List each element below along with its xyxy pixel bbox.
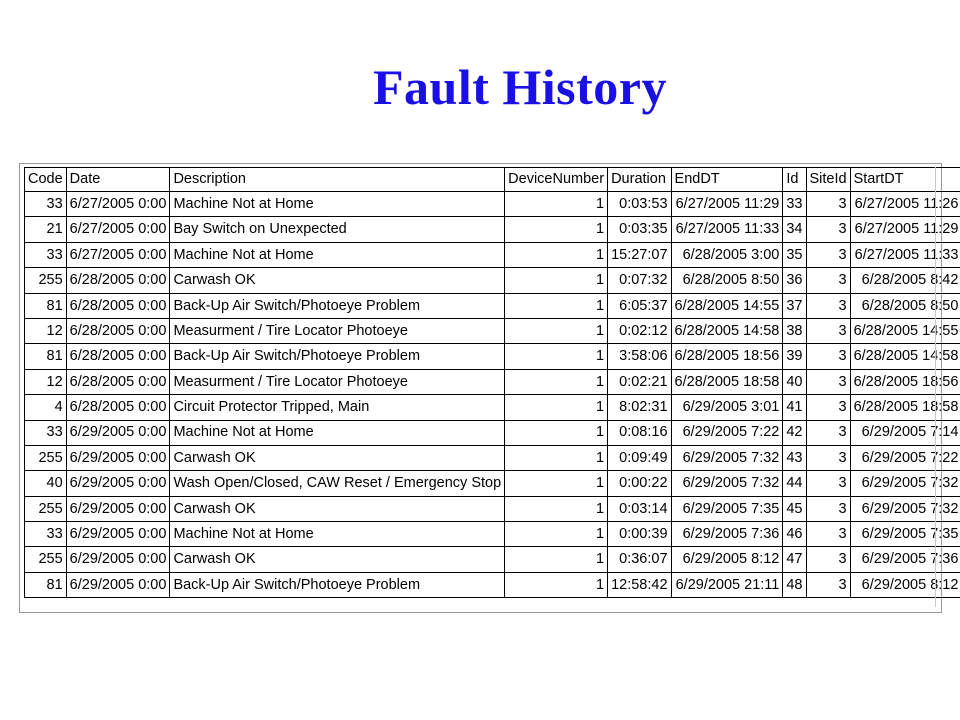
cell-id: 40: [783, 369, 806, 394]
cell-description: Machine Not at Home: [170, 420, 505, 445]
cell-device-number: 1: [505, 192, 608, 217]
cell-start-dt: 6/29/2005 7:32: [850, 471, 960, 496]
cell-device-number: 1: [505, 572, 608, 597]
cell-device-number: 1: [505, 471, 608, 496]
cell-site-id: 3: [806, 268, 850, 293]
cell-code: 33: [25, 420, 67, 445]
cell-code: 81: [25, 572, 67, 597]
cell-duration: 0:00:22: [608, 471, 671, 496]
fault-history-table: [24, 167, 960, 598]
cell-date: 6/27/2005 0:00: [66, 242, 170, 267]
cell-duration: 0:00:39: [608, 522, 671, 547]
cell-code: 12: [25, 369, 67, 394]
cell-device-number: 1: [505, 268, 608, 293]
cell-code: 33: [25, 192, 67, 217]
cell-description: Back-Up Air Switch/Photoeye Problem: [170, 344, 505, 369]
cell-end-dt: 6/28/2005 14:55: [671, 293, 783, 318]
table-row[interactable]: [25, 344, 960, 369]
cell-start-dt: 6/28/2005 8:50: [850, 293, 960, 318]
cell-date: 6/28/2005 0:00: [66, 293, 170, 318]
cell-id: 34: [783, 217, 806, 242]
cell-start-dt: 6/29/2005 7:36: [850, 547, 960, 572]
cell-device-number: 1: [505, 217, 608, 242]
cell-code: 255: [25, 547, 67, 572]
column-header-site-id[interactable]: SiteId: [806, 168, 850, 192]
cell-device-number: 1: [505, 293, 608, 318]
cell-duration: 0:07:32: [608, 268, 671, 293]
cell-date: 6/29/2005 0:00: [66, 522, 170, 547]
cell-site-id: 3: [806, 192, 850, 217]
cell-end-dt: 6/28/2005 14:58: [671, 318, 783, 343]
column-header-device-number[interactable]: DeviceNumber: [505, 168, 608, 192]
cell-duration: 0:02:12: [608, 318, 671, 343]
cell-end-dt: 6/29/2005 7:32: [671, 471, 783, 496]
cell-site-id: 3: [806, 242, 850, 267]
table-row[interactable]: [25, 572, 960, 597]
cell-end-dt: 6/28/2005 8:50: [671, 268, 783, 293]
cell-code: 12: [25, 318, 67, 343]
cell-date: 6/28/2005 0:00: [66, 318, 170, 343]
column-header-date[interactable]: Date: [66, 168, 170, 192]
cell-end-dt: 6/29/2005 7:36: [671, 522, 783, 547]
cell-end-dt: 6/29/2005 8:12: [671, 547, 783, 572]
cell-site-id: 3: [806, 496, 850, 521]
cell-device-number: 1: [505, 496, 608, 521]
cell-start-dt: 6/27/2005 11:26: [850, 192, 960, 217]
table-row[interactable]: [25, 496, 960, 521]
table-row[interactable]: [25, 268, 960, 293]
cell-site-id: 3: [806, 369, 850, 394]
cell-start-dt: 6/29/2005 8:12: [850, 572, 960, 597]
table-row[interactable]: [25, 395, 960, 420]
cell-date: 6/29/2005 0:00: [66, 445, 170, 470]
cell-code: 40: [25, 471, 67, 496]
header-row: [25, 168, 960, 192]
cell-description: Back-Up Air Switch/Photoeye Problem: [170, 572, 505, 597]
table-row[interactable]: [25, 242, 960, 267]
table-row[interactable]: [25, 445, 960, 470]
cell-duration: 0:03:53: [608, 192, 671, 217]
cell-end-dt: 6/29/2005 3:01: [671, 395, 783, 420]
column-header-code[interactable]: Code: [25, 168, 67, 192]
cell-description: Measurment / Tire Locator Photoeye: [170, 369, 505, 394]
cell-end-dt: 6/29/2005 7:35: [671, 496, 783, 521]
cell-device-number: 1: [505, 420, 608, 445]
cell-code: 255: [25, 496, 67, 521]
cell-duration: 0:08:16: [608, 420, 671, 445]
cell-device-number: 1: [505, 318, 608, 343]
cell-end-dt: 6/28/2005 18:56: [671, 344, 783, 369]
cell-start-dt: 6/29/2005 7:35: [850, 522, 960, 547]
cell-duration: 8:02:31: [608, 395, 671, 420]
cell-id: 41: [783, 395, 806, 420]
fault-history-grid: [19, 163, 959, 613]
cell-device-number: 1: [505, 369, 608, 394]
cell-date: 6/27/2005 0:00: [66, 192, 170, 217]
cell-start-dt: 6/28/2005 14:58: [850, 344, 960, 369]
cell-date: 6/29/2005 0:00: [66, 547, 170, 572]
cell-start-dt: 6/29/2005 7:14: [850, 420, 960, 445]
cell-date: 6/28/2005 0:00: [66, 344, 170, 369]
cell-device-number: 1: [505, 445, 608, 470]
cell-site-id: 3: [806, 522, 850, 547]
cell-code: 21: [25, 217, 67, 242]
cell-description: Machine Not at Home: [170, 522, 505, 547]
cell-end-dt: 6/29/2005 7:22: [671, 420, 783, 445]
table-body: [25, 192, 960, 598]
cell-description: Carwash OK: [170, 268, 505, 293]
cell-date: 6/28/2005 0:00: [66, 369, 170, 394]
cell-site-id: 3: [806, 420, 850, 445]
cell-description: Circuit Protector Tripped, Main: [170, 395, 505, 420]
cell-description: Bay Switch on Unexpected: [170, 217, 505, 242]
cell-end-dt: 6/27/2005 11:33: [671, 217, 783, 242]
cell-duration: 0:09:49: [608, 445, 671, 470]
cell-site-id: 3: [806, 344, 850, 369]
table-row[interactable]: [25, 293, 960, 318]
cell-site-id: 3: [806, 547, 850, 572]
page-title: Fault History: [373, 59, 667, 115]
cell-start-dt: 6/27/2005 11:33: [850, 242, 960, 267]
cell-site-id: 3: [806, 471, 850, 496]
cell-description: Machine Not at Home: [170, 192, 505, 217]
cell-start-dt: 6/28/2005 14:55: [850, 318, 960, 343]
table-row[interactable]: [25, 420, 960, 445]
cell-duration: 0:36:07: [608, 547, 671, 572]
cell-code: 81: [25, 344, 67, 369]
cell-device-number: 1: [505, 547, 608, 572]
cell-duration: 0:03:14: [608, 496, 671, 521]
cell-id: 37: [783, 293, 806, 318]
cell-code: 33: [25, 522, 67, 547]
cell-end-dt: 6/27/2005 11:29: [671, 192, 783, 217]
cell-start-dt: 6/28/2005 18:58: [850, 395, 960, 420]
cell-description: Carwash OK: [170, 496, 505, 521]
cell-device-number: 1: [505, 522, 608, 547]
cell-id: 45: [783, 496, 806, 521]
cell-start-dt: 6/27/2005 11:29: [850, 217, 960, 242]
cell-date: 6/28/2005 0:00: [66, 395, 170, 420]
cell-code: 81: [25, 293, 67, 318]
cell-start-dt: 6/28/2005 18:56: [850, 369, 960, 394]
column-header-end-dt[interactable]: EndDT: [671, 168, 783, 192]
cell-id: 33: [783, 192, 806, 217]
column-header-duration[interactable]: Duration: [608, 168, 671, 192]
column-header-description[interactable]: Description: [170, 168, 505, 192]
cell-id: 43: [783, 445, 806, 470]
cell-description: Wash Open/Closed, CAW Reset / Emergency Stop: [170, 471, 505, 496]
cell-code: 255: [25, 268, 67, 293]
cell-id: 44: [783, 471, 806, 496]
table-row[interactable]: [25, 547, 960, 572]
cell-code: 4: [25, 395, 67, 420]
cell-start-dt: 6/29/2005 7:22: [850, 445, 960, 470]
cell-site-id: 3: [806, 217, 850, 242]
cell-date: 6/29/2005 0:00: [66, 572, 170, 597]
cell-end-dt: 6/29/2005 7:32: [671, 445, 783, 470]
table-row[interactable]: [25, 369, 960, 394]
cell-description: Carwash OK: [170, 445, 505, 470]
cell-start-dt: 6/29/2005 7:32: [850, 496, 960, 521]
cell-site-id: 3: [806, 572, 850, 597]
cell-date: 6/29/2005 0:00: [66, 471, 170, 496]
cell-description: Machine Not at Home: [170, 242, 505, 267]
cell-id: 48: [783, 572, 806, 597]
cell-end-dt: 6/29/2005 21:11: [671, 572, 783, 597]
table-row[interactable]: [25, 217, 960, 242]
cell-device-number: 1: [505, 344, 608, 369]
cell-duration: 0:02:21: [608, 369, 671, 394]
cell-device-number: 1: [505, 242, 608, 267]
cell-site-id: 3: [806, 395, 850, 420]
vertical-scrollbar[interactable]: [935, 167, 940, 607]
cell-duration: 3:58:06: [608, 344, 671, 369]
cell-duration: 12:58:42: [608, 572, 671, 597]
cell-id: 35: [783, 242, 806, 267]
cell-site-id: 3: [806, 318, 850, 343]
cell-id: 46: [783, 522, 806, 547]
cell-description: Carwash OK: [170, 547, 505, 572]
cell-date: 6/27/2005 0:00: [66, 217, 170, 242]
cell-description: Back-Up Air Switch/Photoeye Problem: [170, 293, 505, 318]
cell-device-number: 1: [505, 395, 608, 420]
cell-id: 36: [783, 268, 806, 293]
cell-duration: 6:05:37: [608, 293, 671, 318]
cell-duration: 15:27:07: [608, 242, 671, 267]
cell-id: 39: [783, 344, 806, 369]
cell-start-dt: 6/28/2005 8:42: [850, 268, 960, 293]
column-header-start-dt[interactable]: StartDT: [850, 168, 960, 192]
cell-code: 255: [25, 445, 67, 470]
cell-end-dt: 6/28/2005 3:00: [671, 242, 783, 267]
cell-duration: 0:03:35: [608, 217, 671, 242]
table-row[interactable]: [25, 471, 960, 496]
cell-end-dt: 6/28/2005 18:58: [671, 369, 783, 394]
cell-date: 6/29/2005 0:00: [66, 496, 170, 521]
cell-id: 42: [783, 420, 806, 445]
cell-date: 6/28/2005 0:00: [66, 268, 170, 293]
column-header-id[interactable]: Id: [783, 168, 806, 192]
cell-code: 33: [25, 242, 67, 267]
cell-description: Measurment / Tire Locator Photoeye: [170, 318, 505, 343]
cell-id: 38: [783, 318, 806, 343]
cell-site-id: 3: [806, 293, 850, 318]
cell-site-id: 3: [806, 445, 850, 470]
table-row[interactable]: [25, 192, 960, 217]
cell-id: 47: [783, 547, 806, 572]
cell-date: 6/29/2005 0:00: [66, 420, 170, 445]
table-row[interactable]: [25, 522, 960, 547]
table-row[interactable]: [25, 318, 960, 343]
